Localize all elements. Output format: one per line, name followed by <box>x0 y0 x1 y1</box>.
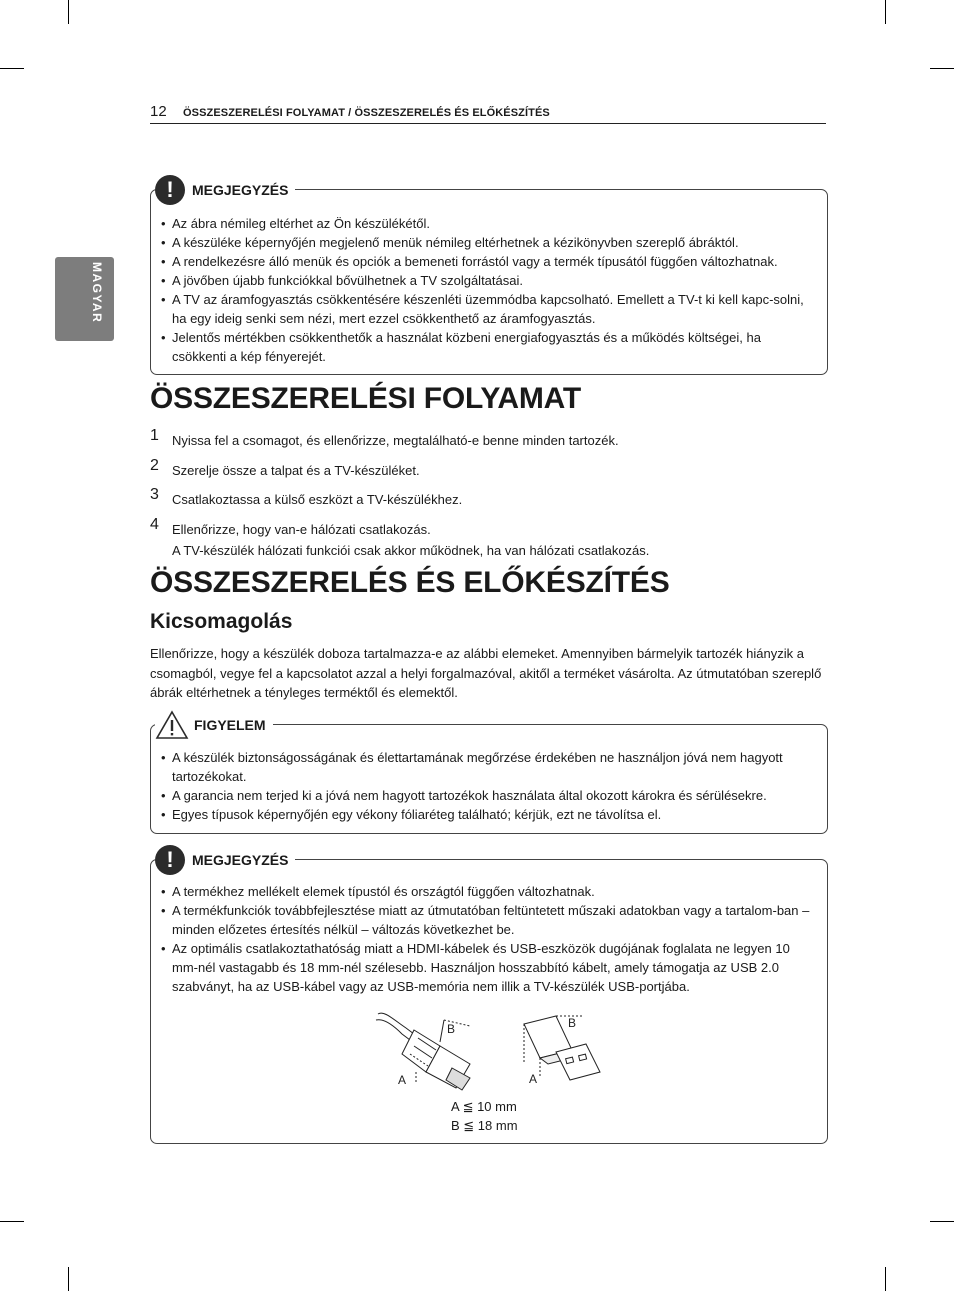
note-item: • A termékfunkciók továbbfejlesztése miatt az útmutatóban feltüntetett műszaki adatokban vagy a tartalom-ban – minden előzetes értesítés nélkül – változás következhet be. <box>161 901 817 939</box>
step-text: Csatlakoztassa a külső eszközt a TV-készülékhez. <box>172 492 463 507</box>
hdmi-connector-illustration <box>376 1013 470 1090</box>
step-text: Ellenőrizze, hogy van-e hálózati csatlakozás. <box>172 522 431 537</box>
dimension-label-b: B <box>447 1022 456 1036</box>
connector-size-diagram <box>374 1006 614 1096</box>
step-number: 4 <box>150 516 159 533</box>
crop-mark <box>68 1267 69 1291</box>
limit-b: B ≦ 18 mm <box>451 1118 518 1133</box>
dimension-limits <box>451 1097 518 1135</box>
warning-triangle-icon <box>155 710 189 740</box>
limit-a: A ≦ 10 mm <box>451 1099 517 1114</box>
note-header <box>155 845 295 875</box>
note-header <box>155 175 295 205</box>
note-item: • A készüléke képernyőjén megjelenő menük némileg eltérhetnek a kézikönyvben szereplő ábráktól. <box>161 233 817 252</box>
note-box <box>150 177 828 375</box>
caution-item: • Egyes típusok képernyőjén egy vékony fóliaréteg található; kérjük, ezt ne távolítsa el. <box>161 805 817 824</box>
caution-label: FIGYELEM <box>194 717 266 733</box>
crop-mark <box>0 68 24 69</box>
caution-header <box>155 710 273 740</box>
note-list <box>161 882 817 996</box>
note-item: • A jövőben újabb funkciókkal bővülhetnek a TV szolgáltatásai. <box>161 271 817 290</box>
step-subtext: A TV-készülék hálózati funkciói csak akkor működnek, ha van hálózati csatlakozás. <box>172 543 650 558</box>
page-number: 12 <box>150 103 167 120</box>
subsection-title-unpacking: Kicsomagolás <box>150 610 293 633</box>
exclamation-icon: ! <box>155 175 185 205</box>
crop-mark <box>930 1221 954 1222</box>
crop-mark <box>885 1267 886 1291</box>
page-header <box>150 103 826 124</box>
exclamation-icon: ! <box>155 845 185 875</box>
step-number: 3 <box>150 486 159 503</box>
dimension-label-a: A <box>529 1072 538 1086</box>
note-label: MEGJEGYZÉS <box>192 852 289 868</box>
caution-item: • A garancia nem terjed ki a jóvá nem hagyott tartozékok használata által okozott károkra és sérülésekre. <box>161 786 817 805</box>
crop-mark <box>0 1221 24 1222</box>
note-item: • Az optimális csatlakoztathatóság miatt a HDMI-kábelek és USB-eszközök dugójának foglalata ne legyen 10 mm-nél vastagabb és 18 mm-nél szélesebb. Használjon hosszabbító kábelt, amely támogatja az USB 2.0 szabványt, ha az USB-kábel vagy az USB-memória nem illik a TV-készülék USB-portjába. <box>161 939 817 996</box>
dimension-label-a: A <box>398 1073 407 1087</box>
usb-connector-illustration <box>524 1016 600 1080</box>
step-number: 1 <box>150 427 159 444</box>
dimension-label-b: B <box>568 1016 577 1030</box>
crop-mark <box>930 68 954 69</box>
caution-item: • A készülék biztonságosságának és élettartamának megőrzése érdekében ne használjon jóvá nem hagyott tartozékokat. <box>161 748 817 786</box>
caution-box <box>150 717 828 834</box>
crop-mark <box>885 0 886 24</box>
step-text: Nyissa fel a csomagot, és ellenőrizze, megtalálható-e benne minden tartozék. <box>172 433 619 448</box>
note-label: MEGJEGYZÉS <box>192 182 289 198</box>
language-tab-label: MAGYAR <box>90 262 104 324</box>
section-title-assembly-preparation: ÖSSZESZERELÉS ÉS ELŐKÉSZÍTÉS <box>150 566 670 599</box>
note-item: • Jelentős mértékben csökkenthetők a használat közbeni energiafogyasztás és a működés költségei, ha csökkenti a kép fényerejét. <box>161 328 817 366</box>
note-list <box>161 214 817 366</box>
step-text: Szerelje össze a talpat és a TV-készüléket. <box>172 463 420 478</box>
section-title-assembly-process: ÖSSZESZERELÉSI FOLYAMAT <box>150 382 582 415</box>
note-item: • A termékhez mellékelt elemek típustól és országtól függően változhatnak. <box>161 882 817 901</box>
step-number: 2 <box>150 457 159 474</box>
unpacking-paragraph: Ellenőrizze, hogy a készülék doboza tartalmazza-e az alábbi elemeket. Amennyiben bármelyik tartozék hiányzik a csomagból, vegye fel a kapcsolatot azzal a helyi forgalmazóval, akitől a terméket vásárolta. Az útmutatóban szereplő ábrák eltérhetnek a tényleges terméktől és elemektől. <box>150 646 822 700</box>
caution-list <box>161 748 817 824</box>
language-tab <box>55 257 114 341</box>
note-item: • Az ábra némileg eltérhet az Ön készülékétől. <box>161 214 817 233</box>
running-title: ÖSSZESZERELÉSI FOLYAMAT / ÖSSZESZERELÉS ÉS ELŐKÉSZÍTÉS <box>183 107 550 119</box>
note-item: • A rendelkezésre álló menük és opciók a bemeneti forrástól vagy a termék típusától függően változhatnak. <box>161 252 817 271</box>
note-item: • A TV az áramfogyasztás csökkentésére készenléti üzemmódba kapcsolható. Emellett a TV-t ki kell kapc-solni, ha egy ideig senki sem nézi, mert ezzel csökkenthető az áramfogyasztás. <box>161 290 817 328</box>
crop-mark <box>68 0 69 24</box>
